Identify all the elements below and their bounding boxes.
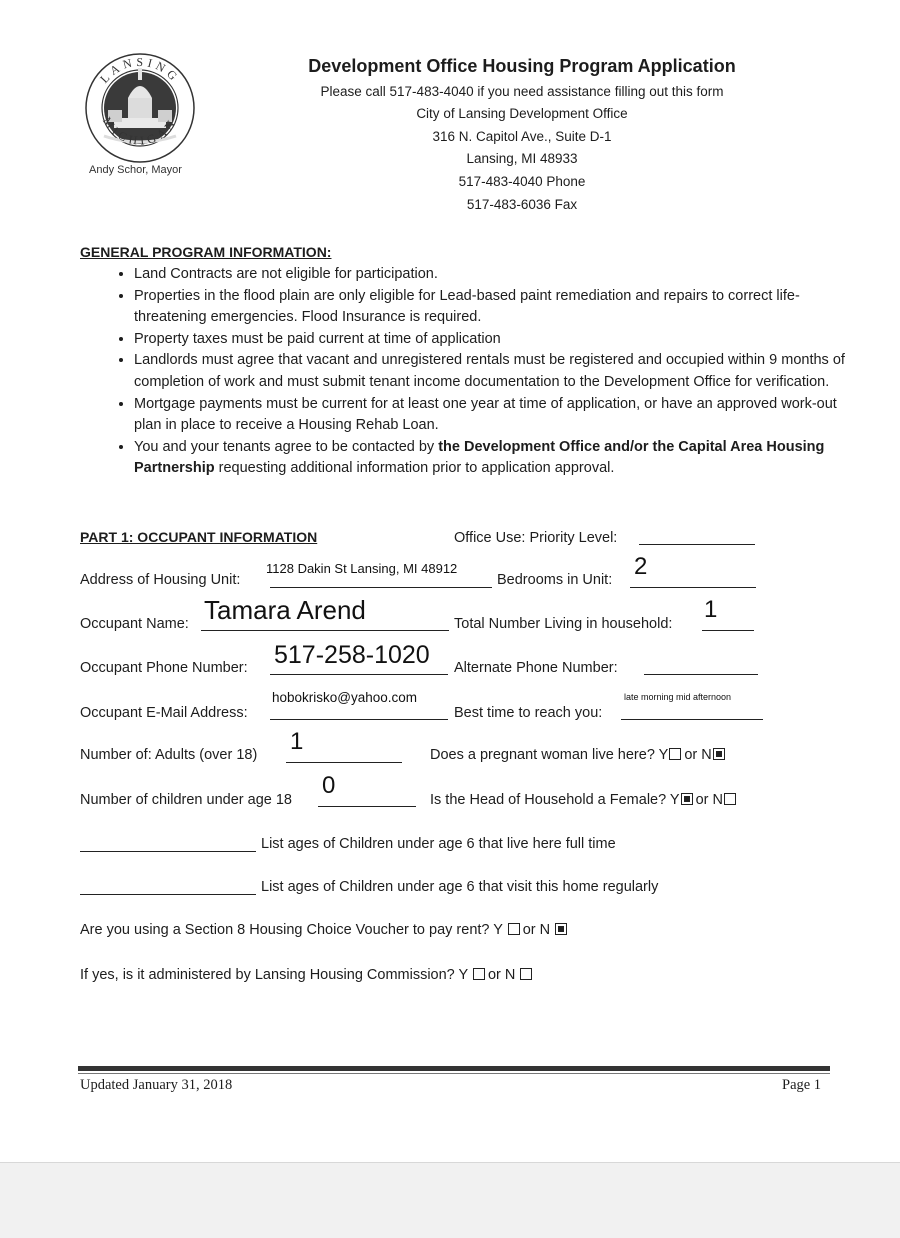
ages-visit-line xyxy=(80,894,256,895)
lhc-no-checkbox[interactable] xyxy=(520,968,532,980)
pregnant-yes-checkbox[interactable] xyxy=(669,748,681,760)
header-line-5: 517-483-4040 Phone xyxy=(458,174,586,189)
occupant-phone-label: Occupant Phone Number: xyxy=(80,660,248,676)
form-title: Development Office Housing Program Application xyxy=(308,56,736,76)
adults-label: Number of: Adults (over 18) xyxy=(80,747,258,763)
occupant-name-label: Occupant Name: xyxy=(80,616,189,632)
address-value: 1128 Dakin St Lansing, MI 48912 xyxy=(266,561,458,576)
occupant-email-line xyxy=(270,719,448,720)
priority-level-line xyxy=(639,544,755,545)
occupant-email-value: hobokrisko@yahoo.com xyxy=(272,690,418,705)
header-line-4: Lansing, MI 48933 xyxy=(466,151,578,166)
office-use-label: Office Use: Priority Level: xyxy=(454,530,618,546)
female-head-question: Is the Head of Household a Female? Y or N xyxy=(430,792,739,808)
occupant-name-value: Tamara Arend xyxy=(204,595,366,625)
header-line-3: 316 N. Capitol Ave., Suite D-1 xyxy=(432,129,612,144)
list-item: • Mortgage payments must be current for at least one year at time of application, or have an approved work-out plan in place to receive a Housing Rehab Loan. xyxy=(134,394,849,437)
section8-no-checkbox[interactable] xyxy=(555,923,567,935)
header-line-1: Please call 517-483-4040 if you need assistance filling out this form xyxy=(320,84,724,99)
adults-line xyxy=(286,762,402,763)
female-yes-checkbox[interactable] xyxy=(681,793,693,805)
occupant-phone-value: 517-258-1020 xyxy=(274,641,430,669)
alternate-phone-label: Alternate Phone Number: xyxy=(454,660,618,676)
best-time-line xyxy=(621,719,763,720)
list-item: • Landlords must agree that vacant and unregistered rentals must be registered and occupied within 9 months of completion of work and must submit tenant income documentation to the Development Office for verification. xyxy=(134,350,849,393)
pregnant-question: Does a pregnant woman live here? Y or N xyxy=(430,747,728,763)
seal-top-text: LANSING xyxy=(97,54,183,86)
best-time-label: Best time to reach you: xyxy=(454,705,603,721)
bedrooms-line xyxy=(630,587,756,588)
general-info-heading: GENERAL PROGRAM INFORMATION: xyxy=(80,244,332,260)
pregnant-no-checkbox[interactable] xyxy=(713,748,725,760)
section8-yes-checkbox[interactable] xyxy=(508,923,520,935)
occupant-name-line xyxy=(201,630,449,631)
female-no-checkbox[interactable] xyxy=(724,793,736,805)
occupant-phone-line xyxy=(270,674,448,675)
adults-value: 1 xyxy=(290,728,304,755)
total-household-label: Total Number Living in household: xyxy=(454,616,673,632)
list-item: • You and your tenants agree to be contacted by the Development Office and/or the Capital Area Housing Partnership requesting additional information prior to application approval. xyxy=(134,437,849,480)
header-line-6: 517-483-6036 Fax xyxy=(466,197,578,212)
total-household-line xyxy=(702,630,754,631)
ages-live-line xyxy=(80,851,256,852)
mayor-name: Andy Schor, Mayor xyxy=(89,164,182,176)
children-label: Number of children under age 18 xyxy=(80,792,292,808)
bedrooms-label: Bedrooms in Unit: xyxy=(497,572,613,588)
footer-rule-thin xyxy=(78,1073,830,1074)
best-time-value: late morning mid afternoon xyxy=(624,692,732,702)
lhc-question: If yes, is it administered by Lansing Housing Commission? Y or N xyxy=(80,967,535,983)
ages-live-label: List ages of Children under age 6 that live here full time xyxy=(261,836,616,852)
list-item: • Property taxes must be paid current at time of application xyxy=(134,329,849,351)
children-line xyxy=(318,806,416,807)
updated-date: Updated January 31, 2018 xyxy=(80,1077,233,1093)
lhc-yes-checkbox[interactable] xyxy=(473,968,485,980)
footer-rule xyxy=(78,1066,830,1071)
list-item: • Land Contracts are not eligible for participation. xyxy=(134,264,849,286)
section8-question: Are you using a Section 8 Housing Choice Voucher to pay rent? Y or N xyxy=(80,922,570,938)
total-household-value: 1 xyxy=(704,596,718,623)
address-label: Address of Housing Unit: xyxy=(80,572,241,588)
page-number: Page 1 xyxy=(782,1077,822,1093)
alternate-phone-line xyxy=(644,674,758,675)
list-item: • Properties in the flood plain are only eligible for Lead-based paint remediation and repairs to correct life-threatening emergencies. Flood Insurance is required. xyxy=(134,286,849,329)
general-info-list xyxy=(110,264,849,480)
header-line-2: City of Lansing Development Office xyxy=(416,106,628,121)
scan-edge xyxy=(0,1162,900,1238)
seal-bottom-text: MICHIGAN xyxy=(100,114,180,149)
children-value: 0 xyxy=(322,772,336,799)
occupant-email-label: Occupant E-Mail Address: xyxy=(80,705,248,721)
bedrooms-value: 2 xyxy=(634,553,648,580)
address-line xyxy=(270,587,492,588)
ages-visit-label: List ages of Children under age 6 that visit this home regularly xyxy=(261,879,659,895)
part1-heading: PART 1: OCCUPANT INFORMATION xyxy=(80,529,318,545)
